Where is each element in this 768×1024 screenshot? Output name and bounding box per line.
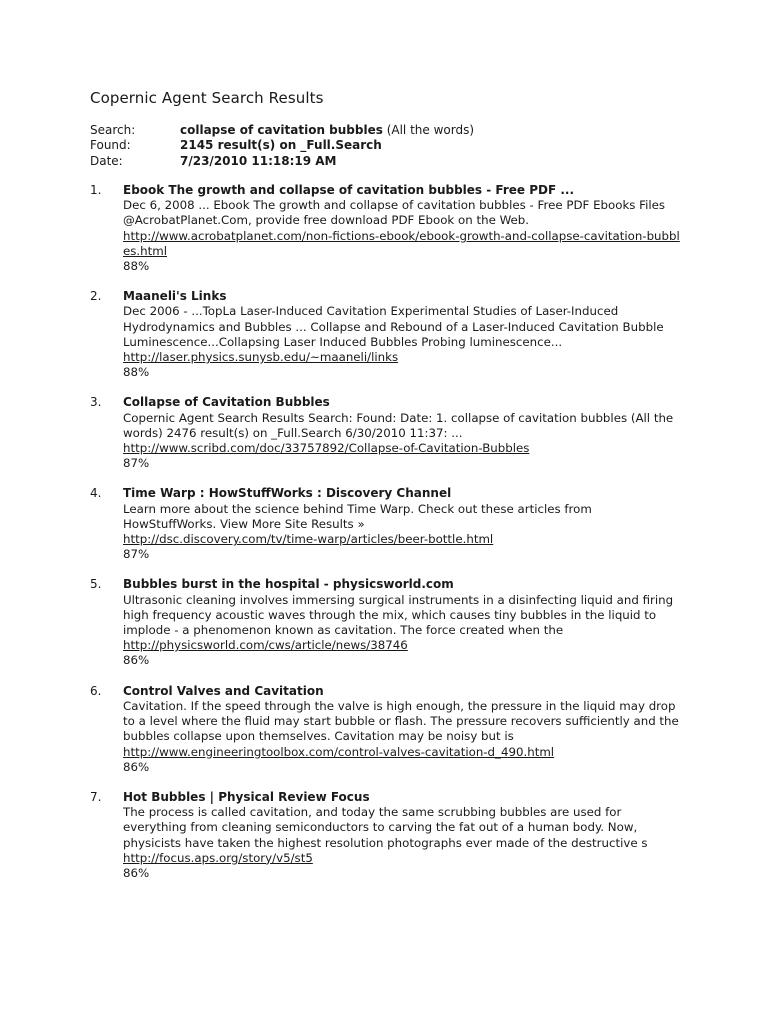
result-item bbox=[90, 486, 690, 562]
result-link[interactable]: http://dsc.discovery.com/tv/time-warp/articles/beer-bottle.html bbox=[123, 532, 494, 547]
result-link[interactable]: http://www.scribd.com/doc/33757892/Collapse-of-Cavitation-Bubbles bbox=[123, 441, 530, 456]
result-item bbox=[90, 289, 690, 380]
result-score: 88% bbox=[123, 365, 150, 380]
result-snippet: Dec 2006 - ...TopLa Laser-Induced Cavitation Experimental Studies of Laser-Induced Hydrodynamics and Bubbles ... Collapse and Rebound of a Laser-Induced Cavitation Bubble Luminescence...Collapsing Laser Induced Bubbles Probing luminescence... bbox=[123, 304, 664, 349]
result-item bbox=[90, 395, 690, 471]
result-snippet: Ultrasonic cleaning involves immersing surgical instruments in a disinfecting liquid and firing high frequency acoustic waves through the mix, which causes tiny bubbles in the liquid to implode - a phenomenon known as cavitation. The force created when the bbox=[123, 592, 674, 638]
result-link[interactable]: http://physicsworld.com/cws/article/news/38746 bbox=[123, 638, 408, 653]
result-score: 86% bbox=[123, 759, 150, 774]
search-row bbox=[90, 123, 474, 138]
result-title: Ebook The growth and collapse of cavitation bubbles - Free PDF ... bbox=[123, 183, 575, 197]
date-row bbox=[90, 154, 474, 169]
page-title: Copernic Agent Search Results bbox=[90, 89, 324, 107]
result-link[interactable]: http://laser.physics.sunysb.edu/~maaneli/links bbox=[123, 350, 399, 365]
result-title: Collapse of Cavitation Bubbles bbox=[123, 395, 330, 410]
result-snippet: Learn more about the science behind Time Warp. Check out these articles from HowStuffWorks. View More Site Results » bbox=[123, 501, 592, 531]
result-snippet: Cavitation. If the speed through the valve is high enough, the pressure in the liquid may drop to a level where the fluid may start bubble or flash. The pressure recovers sufficiently and the bubbles collapse upon themselves. Cavitation may be noisy but is bbox=[123, 698, 679, 744]
search-label: Search: bbox=[90, 123, 136, 137]
result-item bbox=[90, 684, 690, 775]
result-score: 88% bbox=[123, 259, 150, 274]
result-link[interactable]: http://www.acrobatplanet.com/non-fictions-ebook/ebook-growth-and-collapse-cavitation-bubbles.html bbox=[123, 228, 680, 258]
date-label: Date: bbox=[90, 153, 123, 168]
result-title: Hot Bubbles | Physical Review Focus bbox=[123, 789, 370, 804]
found-label: Found: bbox=[90, 138, 131, 153]
result-number: 5. bbox=[90, 577, 102, 592]
result-number: 2. bbox=[90, 289, 102, 304]
result-title: Control Valves and Cavitation bbox=[123, 683, 324, 698]
result-link[interactable]: http://www.engineeringtoolbox.com/control-valves-cavitation-d_490.html bbox=[123, 744, 555, 759]
result-number: 1. bbox=[90, 183, 102, 197]
result-number: 4. bbox=[90, 486, 102, 501]
search-query: collapse of cavitation bubbles bbox=[180, 123, 383, 137]
result-item bbox=[90, 577, 690, 668]
result-title: Maaneli's Links bbox=[123, 289, 227, 304]
result-title: Time Warp : HowStuffWorks : Discovery Channel bbox=[123, 486, 452, 501]
result-score: 87% bbox=[123, 547, 150, 562]
result-score: 86% bbox=[123, 653, 150, 668]
found-count: 2145 result(s) on _Full.Search bbox=[180, 138, 382, 153]
result-number: 3. bbox=[90, 395, 102, 410]
result-number: 7. bbox=[90, 789, 102, 804]
result-snippet: Dec 6, 2008 ... Ebook The growth and collapse of cavitation bubbles - Free PDF Ebooks Files @AcrobatPlanet.Com, provide free download PDF Ebook on the Web. bbox=[123, 198, 666, 228]
result-title: Bubbles burst in the hospital - physicsworld.com bbox=[123, 577, 454, 592]
result-score: 87% bbox=[123, 456, 150, 471]
result-number: 6. bbox=[90, 683, 102, 698]
search-mode: (All the words) bbox=[382, 123, 474, 137]
search-summary bbox=[90, 123, 474, 169]
found-row bbox=[90, 138, 474, 153]
result-item bbox=[90, 790, 690, 881]
result-snippet: Copernic Agent Search Results Search: Found: Date: 1. collapse of cavitation bubbles (All the words) 2476 result(s) on _Full.Search 6/30/2010 11:37: ... bbox=[123, 410, 674, 440]
result-link[interactable]: http://focus.aps.org/story/v5/st5 bbox=[123, 850, 313, 865]
result-snippet: The process is called cavitation, and today the same scrubbing bubbles are used for everything from cleaning semiconductors to carving the fat out of a human body. Now, physicists have taken the highest resolution photographs ever made of the destructive s bbox=[123, 805, 648, 850]
results-list bbox=[90, 183, 690, 896]
result-item bbox=[90, 183, 690, 274]
result-score: 86% bbox=[123, 865, 150, 880]
search-date: 7/23/2010 11:18:19 AM bbox=[180, 153, 337, 168]
